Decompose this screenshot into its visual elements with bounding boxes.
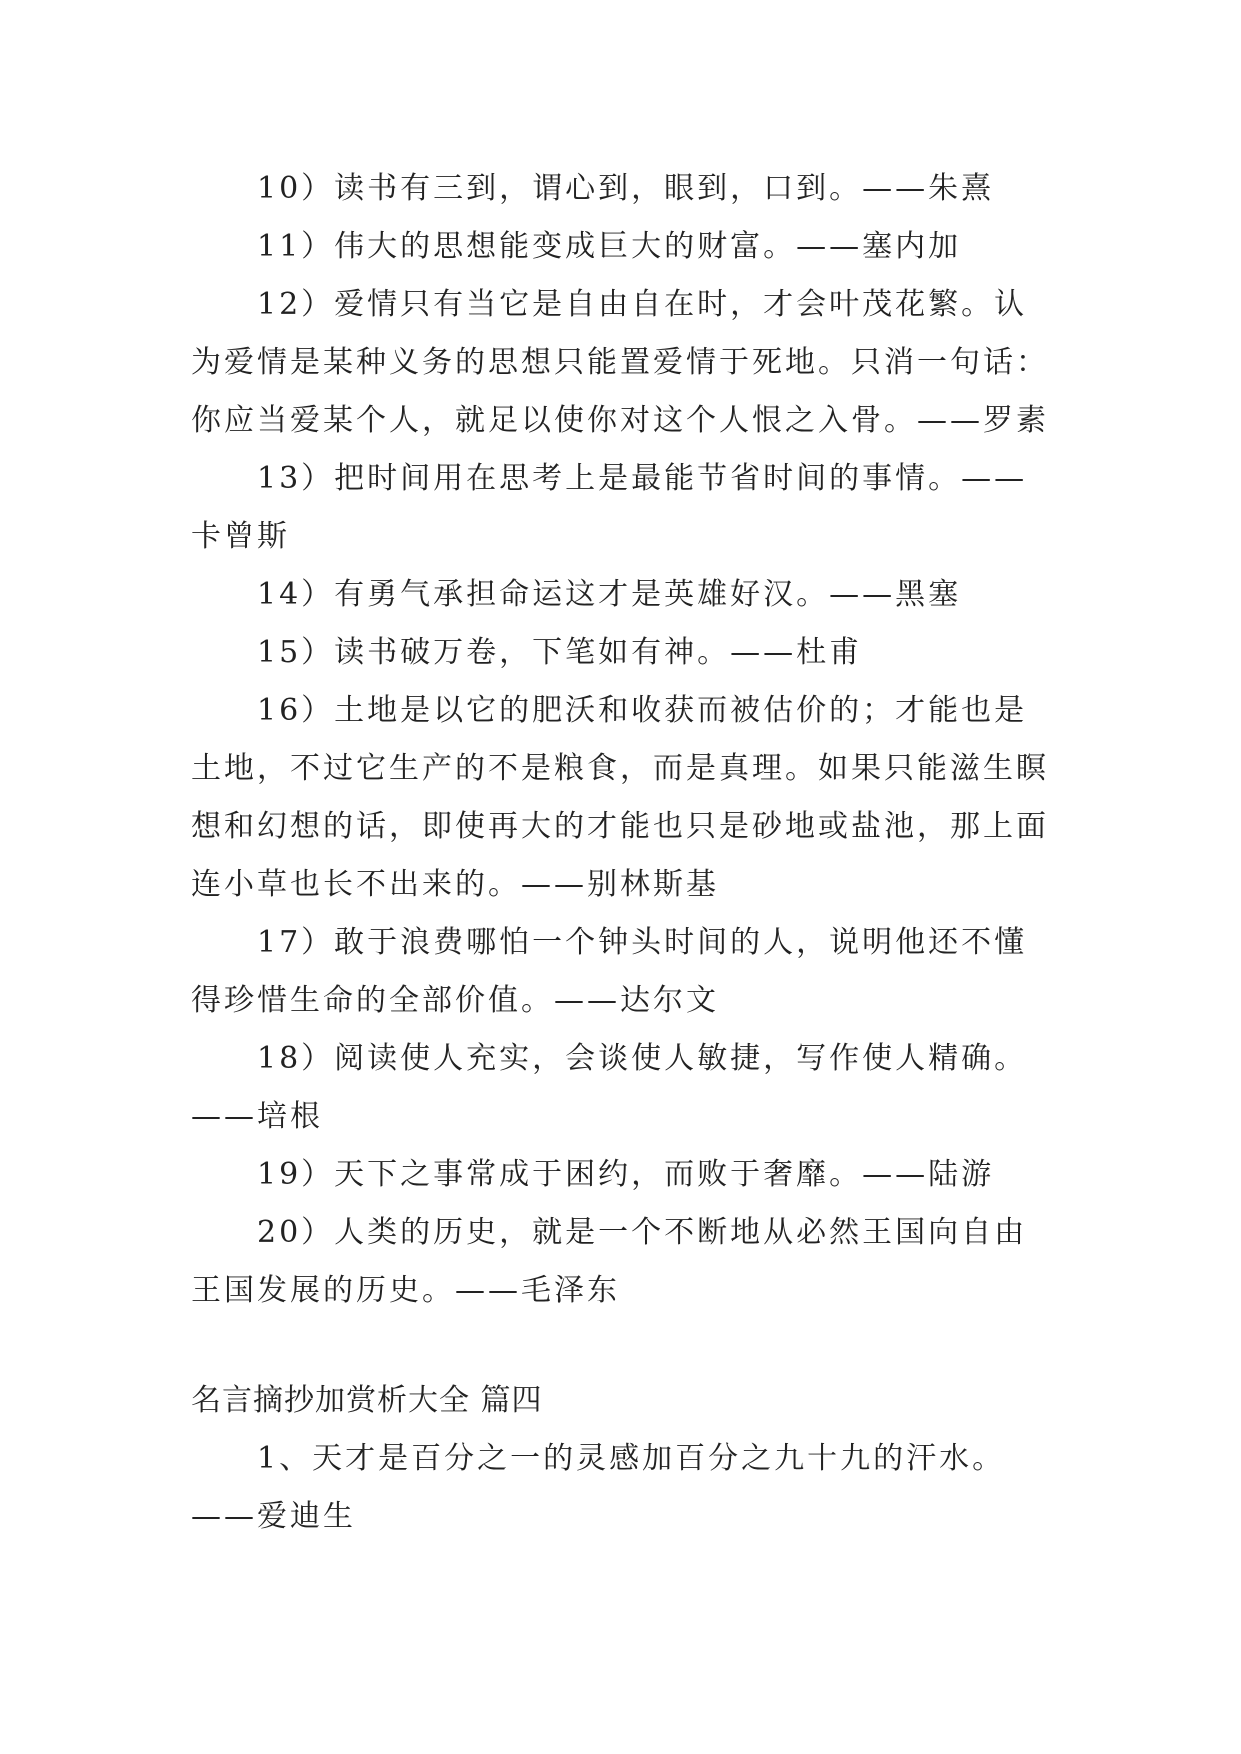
quote-13: 13）把时间用在思考上是最能节省时间的事情。——卡曾斯: [191, 461, 1028, 554]
quote-15: 15）读书破万卷，下笔如有神。——杜甫: [257, 635, 863, 670]
quote-10: 10）读书有三到，谓心到，眼到，口到。——朱熹: [257, 171, 995, 206]
quote-16: 16）土地是以它的肥沃和收获而被估价的；才能也是土地，不过它生产的不是粮食，而是真理。如果只能滋生瞑想和幻想的话，即使再大的才能也只是砂地或盐池，那上面连小草也长不出来的。——别林斯基: [191, 693, 1049, 902]
document-body: [191, 160, 1051, 1546]
section-heading: 名言摘抄加赏析大全 篇四: [191, 1383, 543, 1418]
quote-17: 17）敢于浪费哪怕一个钟头时间的人，说明他还不懂得珍惜生命的全部价值。——达尔文: [191, 925, 1028, 1018]
quote-20: 20）人类的历史，就是一个不断地从必然王国向自由王国发展的历史。——毛泽东: [191, 1215, 1028, 1308]
quote-18: 18）阅读使人充实，会谈使人敏捷，写作使人精确。——培根: [191, 1041, 1028, 1134]
quote-1: 1、天才是百分之一的灵感加百分之九十九的汗水。——爱迪生: [191, 1441, 1006, 1534]
quote-19: 19）天下之事常成于困约，而败于奢靡。——陆游: [257, 1157, 995, 1192]
quote-12: 12）爱情只有当它是自由自在时，才会叶茂花繁。认为爱情是某种义务的思想只能置爱情于死地。只消一句话：你应当爱某个人，就足以使你对这个人恨之入骨。——罗素: [191, 287, 1049, 438]
quote-11: 11）伟大的思想能变成巨大的财富。——塞内加: [257, 229, 962, 264]
quote-14: 14）有勇气承担命运这才是英雄好汉。——黑塞: [257, 577, 962, 612]
